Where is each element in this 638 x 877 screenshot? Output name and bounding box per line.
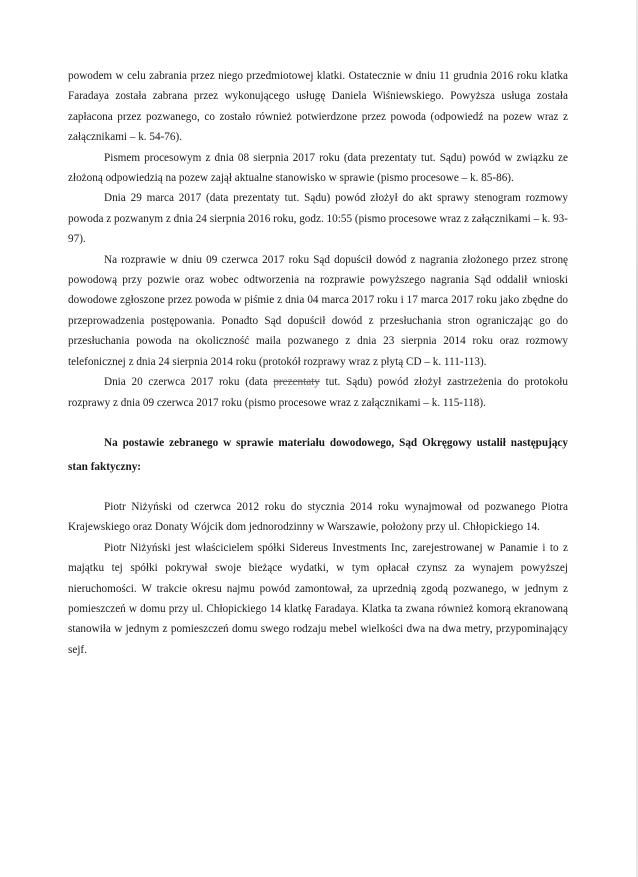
paragraph-stenogram: Dnia 29 marca 2017 (data prezentaty tut. Sądu) powód złożył do akt sprawy stenogram rozmowy powoda z pozwanym z dnia 24 sierpnia 2016 roku, godz. 10:55 (pismo procesowe wraz z załącznikami – k. 93-97). — [68, 192, 568, 246]
paragraph-najem: Piotr Niżyński od czerwca 2012 roku do stycznia 2014 roku wynajmował od pozwanego Piotra Krajewskiego oraz Donaty Wójcik dom jednorodzinny w Warszawie, położony przy ul. Chłopickiego 14. — [68, 500, 568, 534]
crossed-word: prezentaty — [273, 376, 320, 389]
document-body — [68, 66, 568, 660]
paragraph-pismo-procesowe: Pismem procesowym z dnia 08 sierpnia 2017 roku (data prezentaty tut. Sądu) powód w związku ze złożoną odpowiedzią na pozew zajął aktualne stanowisko w sprawie (pismo procesowe – k. 85-86). — [68, 151, 568, 185]
section-heading: Na postawie zebranego w sprawie materiału dowodowego, Sąd Okręgowy ustalił następujący stan faktyczny: — [68, 436, 568, 473]
paragraph-zastrzezenia-part2: tut. Sądu) powód złożył zastrzeżenia do protokołu rozprawy z dnia 09 czerwca 2017 roku (pismo procesowe wraz z załącznikami – k. 115-118). — [68, 376, 568, 409]
paragraph-zastrzezenia — [68, 372, 568, 413]
paragraph-intro-continuation: powodem w celu zabrania przez niego przedmiotowej klatki. Ostatecznie w dniu 11 grudnia 2016 roku klatka Faradaya została zabrana przez wykonującego usługę Daniela Wiśniewskiego. Powyższa usługa została zapłacona przez pozwanego, co zostało również potwierdzone przez powoda (odpowiedź na pozew wraz z załącznikami – k. 54-76). — [68, 70, 568, 144]
section-spacer-2 — [68, 479, 568, 497]
paragraph-zastrzezenia-part1: Dnia 20 czerwca 2017 roku (data — [104, 376, 274, 389]
section-spacer — [68, 413, 568, 431]
paragraph-rozprawa: Na rozprawie w dniu 09 czerwca 2017 roku Sąd dopuścił dowód z nagrania złożonego przez stronę powodową przy pozwie oraz wobec odtworzenia na rozprawie powyższego nagrania Sąd oddalił wnioski dowodowe zgłoszone przez powoda w piśmie z dnia 04 marca 2017 roku i 17 marca 2017 roku jako zbędne do przeprowadzenia postępowania. Ponadto Sąd dopuścił dowód z przesłuchania stron ograniczając go do przesłuchania powoda na okoliczność maila pozwanego z dnia 23 sierpnia 2014 roku oraz rozmowy telefonicznej z dnia 24 sierpnia 2014 roku (protokół rozprawy wraz z płytą CD – k. 111-113). — [68, 253, 568, 368]
paragraph-klatka-faradaya: Piotr Niżyński jest właścicielem spółki Sidereus Investments Inc, zarejestrowanej w Panamie i to z majątku tej spółki pokrywał swoje bieżące wydatki, w tym opłacał czynsz za wynajem powyższej nieruchomości. W trakcie okresu najmu powód zamontował, za uprzednią zgodą pozwanego, w jednym z pomieszczeń w domu przy ul. Chłopickiego 14 klatkę Faradaya. Klatka ta zwana również komorą ekranowaną stanowiła w jednym z pomieszczeń domu swego rodzaju mebel wielkości dwa na dwa metry, przypominający sejf. — [68, 541, 568, 656]
